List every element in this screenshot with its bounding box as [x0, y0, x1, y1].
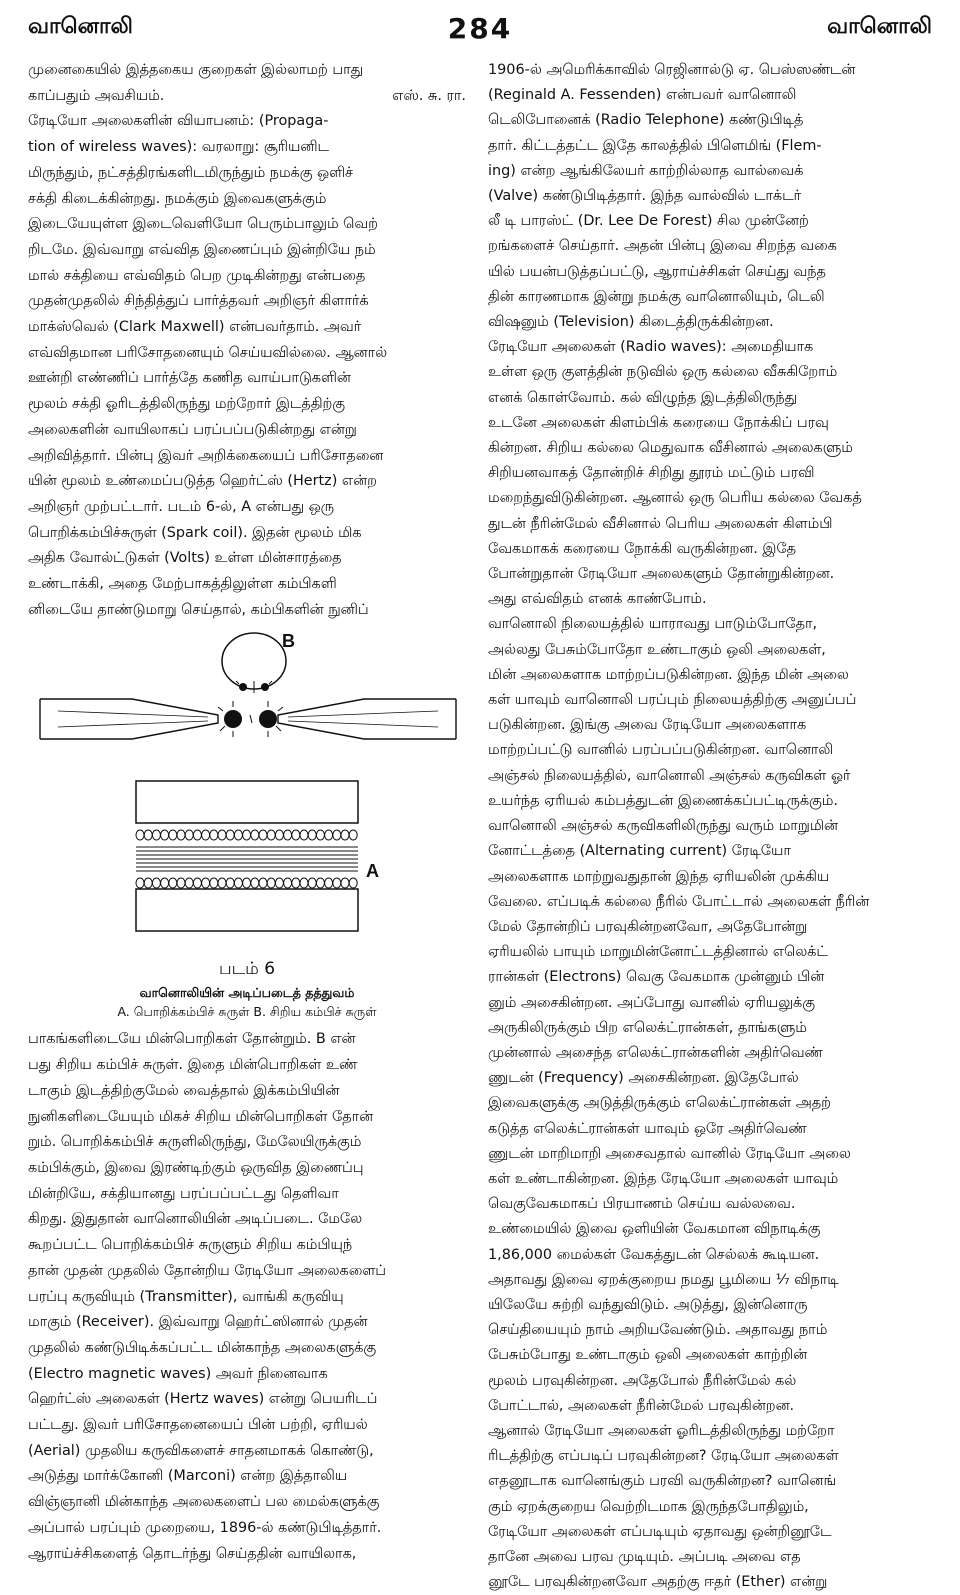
coil-winding-ring: [308, 878, 316, 888]
coil-winding-ring: [234, 830, 242, 840]
coil-winding-ring: [308, 830, 316, 840]
section-spark-explanation: பாகங்களிடையே மின்பொறிகள் தோன்றும். B என் பது சிறிய கம்பிச் சுருள். இதை மின்பொறிகள் உண் டாகும் இடத்திற்குமேல் வைத்தால் இக்கம்பியின் நுனிகளிடையேயும் மிகச் சிறிய மின்பொறிகள் தோன் றும். பொறிக்கம்பிச் சுருளிலிருந்து, மேலேயிருக்கும் கம்பிக்கும், இவை இரண்டிற்கும் ஒருவித இணைப்பு மின்றியே, சக்தியானது பரப்பப்பட்டது தெளிவா கிறது. இதுதான் வானொலியின் அடிப்படை. மேலே கூறப்பட்ட பொறிக்கம்பிச் சுருளும் சிறிய கம்பியுந் தான் முதன் முதலில் தோன்றிய ரேடியோ அலைகளைப் பரப்பு கருவியும் (Transmitter), வாங்கி கருவியு மாகும் (Receiver). இவ்வாறு ஹெர்ட்ஸினால் முதன் முதலில் கண்டுபிடிக்கப்பட்ட மின்காந்த அலைகளுக்கு (Electro magnetic waves) அவர் நினைவாக ஹெர்ட்ஸ் அலைகள் (Hertz waves) என்று பெயரிடப் பட்டது. இவர் பரிசோதனையைப் பின் பற்றி, ஏரியல் (Aerial) முதலிய கருவிகளைச் சாதனமாகக் கொண்டு, அடுத்து மார்க்கோனி (Marconi) என்ற இத்தாலிய விஞ்ஞானி மின்காந்த அலைகளைப் பல மைல்களுக்கு அப்பால் பரப்பும் முறையை, 1896-ல் கண்டுபிடித்தார். ஆராய்ச்சிகளைத் தொடர்ந்து செய்ததின் வாயிலாக,: [28, 1031, 387, 1562]
coil-winding-ring: [251, 830, 259, 840]
right-electrode: [278, 699, 456, 739]
small-coil-b: [222, 633, 286, 689]
paragraph-radio-waves: ரேடியோ அலைகள் (Radio waves): அமைதியாக உள்ள ஒரு குளத்தின் நடுவில் ஒரு கல்லை வீசுகிறோம் எனக் கொள்வோம். கல் விழுந்த இடத்திலிருந்து உடனே அலைகள் கிளம்பிக் கரையை நோக்கிப் பரவு கின்றன. சிறிய கல்லை மெதுவாக வீசினால் அலைகளும் சிறியனவாகத் தோன்றிச் சிறிது தூரம் மட்டும் பரவி மறைந்துவிடுகின்றன. ஆனால் ஒரு பெரிய கல்லை வேகத் துடன் நீரின்மேல் வீசினால் பெரிய அலைகள் கிளம்பி வேகமாகக் கரையை நோக்கி வருகின்றன. இதே போன்றுதான் ரேடியோ அலைகளும் தோன்றுகின்றன. அது எவ்விதம் எனக் காண்போம்.: [488, 339, 862, 608]
spark-coil-diagram: [28, 631, 466, 931]
coil-tip-right: [261, 683, 269, 691]
coil-winding-ring: [185, 878, 193, 888]
coil-winding-ring: [161, 830, 169, 840]
coil-winding-ring: [251, 878, 259, 888]
coil-winding-ring: [349, 830, 357, 840]
coil-winding-ring: [202, 878, 210, 888]
running-head-right: வானொலி: [827, 14, 932, 39]
spark-ball-right: [259, 710, 277, 728]
coil-winding-ring: [136, 878, 144, 888]
coil-winding-ring: [325, 878, 333, 888]
coil-winding-ring: [144, 878, 152, 888]
label-b: B: [282, 631, 295, 652]
coil-winding-ring: [243, 878, 251, 888]
coil-winding-ring: [177, 878, 185, 888]
coil-winding-ring: [177, 830, 185, 840]
author-signature: எஸ். சு. ரா.: [392, 87, 466, 104]
paragraph-broadcasting: வானொலி நிலையத்தில் யாராவது பாடும்போதோ, அல்லது பேசும்போதோ உண்டாகும் ஒலி அலைகள், மின் அலைகளாக மாற்றப்படுகின்றன. இந்த மின் அலை கள் யாவும் வானொலி பரப்பும் நிலையத்திற்கு அனுப்பப் படுகின்றன. இங்கு அவை ரேடியோ அலைகளாக மாற்றப்பட்டு வானில் பரப்பப்படுகின்றன. வானொலி அஞ்சல் நிலையத்தில், வானொலி அஞ்சல் கருவிகள் ஓர் உயர்ந்த ஏரியல் கம்பத்துடன் இணைக்கப்பட்டிருக்கும். வானொலி அஞ்சல் கருவிகளிலிருந்து வரும் மாறுமின் னோட்டத்தை (Alternating current) ரேடியோ அலைகளாக மாற்றுவதுதான் இந்த ஏரியலின் முக்கிய வேலை. எப்படிக் கல்லை நீரில் போட்டால் அலைகள் நீரின் மேல் தோன்றிப் பரவுகின்றனவோ, அதேபோன்று ஏரியலில் பாயும் மாறுமின்னோட்டத்தினால் எலெக்ட் ரான்கள் (Electrons) வெகு வேகமாக முன்னும் பின் னும் அசைகின்றன. அப்போது வானில் ஏரியலுக்கு அருகிலிருக்கும் பிற எலெக்ட்ரான்கள், தாங்களும் முன்னால் அசைந்த எலெக்ட்ரான்களின் அதிர்வெண் ணுடன் (Frequency) அசைகின்றன. இதேபோல் இவைகளுக்கு அடுத்திருக்கும் எலெக்ட்ரான்கள் அதற் கடுத்த எலெக்ட்ரான்கள் யாவும் ஒரே அதிர்வெண் ணுடன் மாறிமாறி அசைவதால் வானில் ரேடியோ அலை கள் உண்டாகின்றன. இந்த ரேடியோ அலைகள் யாவும் வெகுவேகமாகப் பிரயாணம் செய்ய வல்லவை. உண்மையில் இவை ஒளியின் வேகமான விநாடிக்கு 1,86,000 மைல்கள் வேகத்துடன் செல்லக் கூடியன. அதாவது இவை ஏறக்குறைய நமது பூமியை ⅐ விநாடி யிலேயே சுற்றி வந்துவிடும். அடுத்து, இன்னொரு செய்தியையும் நாம் அறியவேண்டும். அதாவது நாம் பேசும்போது உண்டாகும் ஒலி அலைகள் காற்றின் மூலம் பரவுகின்றன. அதேபோல் நீரின்மேல் கல் போட்டால், அலைகள் நீரின்மேல் பரவுகின்றன. ஆனால் ரேடியோ அலைகள் ஓரிடத்திலிருந்து மற்றோ ரிடத்திற்கு எப்படிப் பரவுகின்றன? ரேடியோ அலைகள் எதனூடாக வானெங்கும் பரவி வருகின்றன? வானெங் கும் ஏறக்குறைய வெற்றிடமாக இருந்தபோதிலும், ரேடியோ அலைகள் எப்படியும் ஏதாவது ஒன்றினூடே தானே அவை பரவ முடியும். அப்படி அவை எத னூடே பரவுகின்றனவோ அதற்கு ஈதர் (Ether) என்று: [488, 616, 870, 1591]
paragraph-fessenden: 1906-ல் அமெரிக்காவில் ரெஜினால்டு ஏ. பெஸ்ஸண்டன் (Reginald A. Fessenden) என்பவர் வானொலி டெலிபோனைக் (Radio Telephone) கண்டுபிடித் தார். கிட்டத்தட்ட இதே காலத்தில் பிளெமிங் (Flem- ing) என்ற ஆங்கிலேயர் காற்றில்லாத வால்வைக் (Valve) கண்டுபிடித்தார். இந்த வால்வில் டாக்டர் லீ டி பாரஸ்ட் (Dr. Lee De Forest) சில முன்னேற் றங்களைச் செய்தார். அதன் பின்பு இவை சிறந்த வகை யில் பயன்படுத்தப்பட்டு, ஆராய்ச்சிகள் செய்து வந்த தின் காரணமாக இன்று நமக்கு வானொலியும், டெலி விஷனும் (Television) கிடைத்திருக்கின்றன.: [488, 62, 856, 331]
page-number: 284: [447, 12, 513, 45]
coil-winding-ring: [218, 830, 226, 840]
figure-title: வானொலியின் அடிப்படைத் தத்துவம்: [139, 985, 355, 1001]
coil-tip-left: [239, 683, 247, 691]
coil-winding-ring: [259, 878, 267, 888]
coil-winding-ring: [284, 878, 292, 888]
figure-6: [28, 631, 466, 961]
coil-winding-ring: [193, 830, 201, 840]
coil-winding-ring: [152, 878, 160, 888]
coil-winding-ring: [284, 830, 292, 840]
coil-winding-ring: [218, 878, 226, 888]
coil-winding-ring: [226, 830, 234, 840]
page-header: [28, 14, 932, 50]
coil-winding-ring: [316, 878, 324, 888]
coil-winding-ring: [193, 878, 201, 888]
coil-winding-ring: [136, 830, 144, 840]
coil-winding-ring: [210, 878, 218, 888]
coil-winding-ring: [316, 830, 324, 840]
label-a: A: [366, 861, 379, 882]
coil-winding-ring: [325, 830, 333, 840]
coil-winding-ring: [341, 878, 349, 888]
coil-winding-ring: [169, 878, 177, 888]
coil-winding-ring: [202, 830, 210, 840]
spark-ball-left: [224, 710, 242, 728]
coil-winding-ring: [161, 878, 169, 888]
coil-winding-ring: [341, 830, 349, 840]
spark-coil-a: [136, 781, 358, 931]
left-electrode: [40, 699, 218, 739]
figure-legend: A. பொறிக்கம்பிச் சுருள் B. சிறிய கம்பிச் சுருள்: [117, 1004, 377, 1020]
coil-winding-ring: [259, 830, 267, 840]
coil-winding-ring: [300, 830, 308, 840]
coil-winding-ring: [333, 830, 341, 840]
coil-core-lines: [136, 847, 358, 871]
coil-winding-ring: [267, 830, 275, 840]
coil-winding-ring: [210, 830, 218, 840]
coil-winding-ring: [234, 878, 242, 888]
coil-winding-ring: [300, 878, 308, 888]
section-propagation: ரேடியோ அலைகளின் வியாபனம்: (Propaga- tion of wireless waves): வரலாறு: சூரியனிட மிருந்தும், நட்சத்திரங்களிடமிருந்தும் நமக்கு ஒளிச் சக்தி கிடைக்கின்றது. நமக்கும் இவைகளுக்கும் இடையேயுள்ள இடைவெளியோ பெரும்பாலும் வெற் றிடமே. இவ்வாறு எவ்வித இணைப்பும் இன்றியே நம் மால் சக்தியை எவ்விதம் பெற முடிகின்றது என்பதை முதன்முதலில் சிந்தித்துப் பார்த்தவர் அறிஞர் கிளார்க் மாக்ஸ்வெல் (Clark Maxwell) என்பவர்தாம். அவர் எவ்விதமான பரிசோதனையும் செய்யவில்லை. ஆனால் ஊன்றி எண்ணிப் பார்த்தே கணித வாய்பாடுகளின் மூலம் சக்தி ஓரிடத்திலிருந்து மற்றோர் இடத்திற்கு அலைகளின் வாயிலாகப் பரப்பப்படுகின்றது என்று அறிவித்தார். பின்பு இவர் அறிக்கையைப் பரிசோதனை யின் மூலம் உண்மைப்படுத்த ஹெர்ட்ஸ் (Hertz) என்ற அறிஞர் முற்பட்டார். படம் 6-ல், A என்பது ஒரு பொறிக்கம்பிச்சுருள் (Spark coil). இதன் மூலம் மிக அதிக வோல்ட்டுகள் (Volts) உள்ள மின்சாரத்தை உண்டாக்கி, அதை மேற்பாகத்திலுள்ள கம்பிகளி னிடையே தாண்டுமாறு செய்தால், கம்பிகளின் நுனிப்: [28, 113, 388, 618]
right-column: [488, 58, 932, 1591]
coil-winding-ring: [333, 878, 341, 888]
coil-winding-ring: [152, 830, 160, 840]
coil-winding-ring: [275, 830, 283, 840]
running-head-left: வானொலி: [28, 14, 133, 39]
coil-winding-ring: [226, 878, 234, 888]
coil-winding-ring: [144, 830, 152, 840]
left-column: [28, 58, 466, 1562]
coil-winding-ring: [349, 878, 357, 888]
coil-winding-ring: [292, 878, 300, 888]
coil-winding-ring: [275, 878, 283, 888]
coil-winding-ring: [292, 830, 300, 840]
figure-caption: படம் 6: [218, 959, 276, 980]
coil-winding-ring: [169, 830, 177, 840]
coil-winding-ring: [185, 830, 193, 840]
coil-winding-ring: [243, 830, 251, 840]
coil-winding-ring: [267, 878, 275, 888]
intro-paragraph: முனைகையில் இத்தகைய குறைகள் இல்லாமற் பாது காப்பதும் அவசியம்.: [28, 62, 364, 104]
